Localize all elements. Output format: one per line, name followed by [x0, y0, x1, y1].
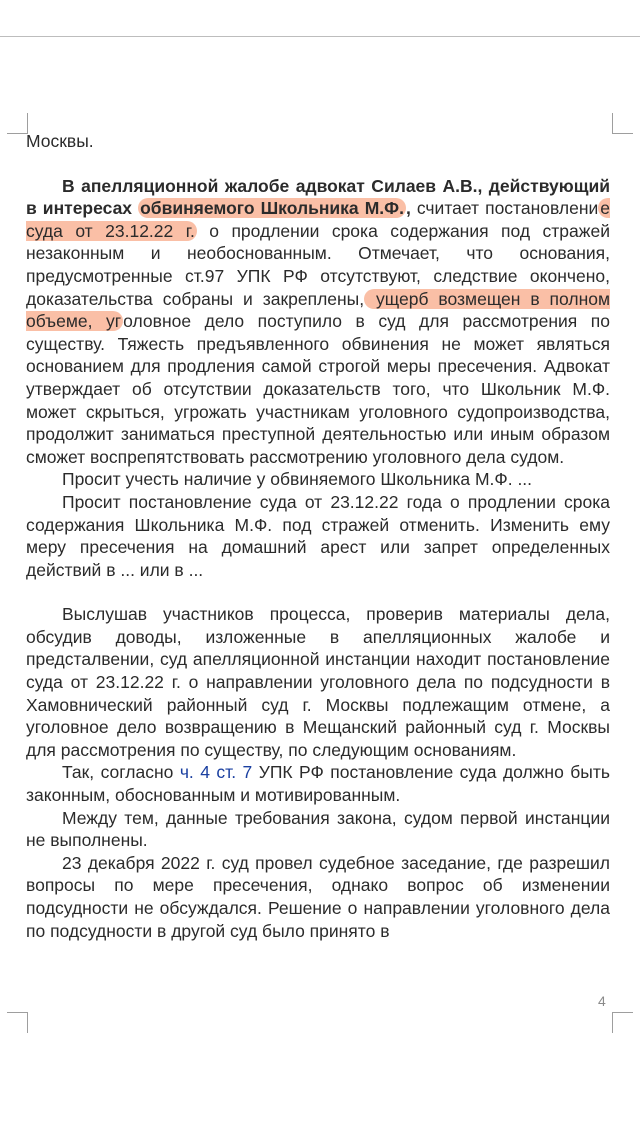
paragraph-top-line	[26, 130, 610, 153]
bold-text: В апелляционной жалобе адвокат Силаев А.В., действующий в интересах	[26, 175, 610, 219]
law-article-link[interactable]: ч. 4 ст. 7	[179, 762, 253, 783]
paragraph-law-reference	[26, 761, 610, 806]
text-run: считает постановлени	[410, 198, 599, 219]
highlighted-text: е суда от 23.12.22 г.	[26, 198, 611, 241]
page-corner-mark-bottom-left	[7, 1012, 28, 1033]
text-run: УПК РФ постановление суда должно быть законным, обоснованным и мотивированным.	[26, 762, 610, 806]
page-corner-mark-top-right	[612, 113, 633, 134]
page-number: 4	[598, 993, 606, 1009]
text-run: оловное дело поступило в суд для рассмотрения по существу. Тяжесть предъявленного обвинения не может являться основанием для продления самой строгой меры пресечения. Адвокат утверждает об отсутствии доказательств того, что Школьник М.Ф. может скрыться, угрожать участникам уголовного судопроизводства, продолжит заниматься преступной деятельностью или иным образом сможет воспрепятствовать рассмотрению уголовного дела судом.	[26, 311, 610, 467]
paragraph-gap	[26, 581, 610, 603]
highlighted-bold-text: обвиняемого Школьника М.Ф.	[140, 198, 404, 219]
paragraph-request-1	[26, 468, 610, 491]
paragraph-gap	[26, 153, 610, 175]
page-corner-mark-bottom-right	[612, 1012, 633, 1033]
paragraph-request-2	[26, 491, 610, 581]
page-corner-mark-top-left	[7, 113, 28, 134]
paragraph-hearing	[26, 852, 610, 942]
text-run: Просит учесть наличие у обвиняемого Школьника М.Ф. ...	[62, 469, 533, 490]
document-body	[26, 130, 610, 942]
paragraph-appeal	[26, 175, 610, 469]
highlighted-text: ущерб возмещен в полном объеме, уг	[26, 288, 611, 332]
text-line: Москвы.	[26, 131, 94, 151]
paragraph-court-finding	[26, 603, 610, 761]
text-run: Просит постановление суда от 23.12.22 года о продлении срока содержания Школьника М.Ф. под стражей отменить. Изменить ему меру пресечения на домашний арест или запрет определенных действий в ... или в ...	[26, 491, 610, 580]
text-run: 23 декабря 2022 г. суд провел судебное заседание, где разрешил вопросы по мере пресечения, однако вопрос об изменении подсудности не обсуждался. Решение о направлении уголовного дела по подсудности в другой суд было принято в	[26, 852, 610, 941]
page-top-rule	[0, 36, 640, 37]
paragraph-requirements	[26, 807, 610, 852]
text-run: Так, согласно	[62, 762, 180, 783]
bold-text-end: ,	[405, 198, 411, 219]
text-run: о продлении срока содержания под стражей незаконным и необоснованным. Отмечает, что основания, предусмотренные ст.97 УПК РФ отсутствуют, следствие окончено, доказательства собраны и закреплены,	[26, 220, 610, 309]
text-run: Между тем, данные требования закона, судом первой инстанции не выполнены.	[26, 807, 610, 851]
text-run: Выслушав участников процесса, проверив материалы дела, обсудив доводы, изложенные в апелляционных жалобе и предсталвении, суд апелляционной инстанции находит постановление суда от 23.12.22 г. о направлении уголовного дела по подсудности в Хамовнический районный суд г. Москвы подлежащим отмене, а уголовное дело возвращению в Мещанский районный суд г. Москвы для рассмотрения по существу, по следующим основаниям.	[26, 604, 610, 760]
